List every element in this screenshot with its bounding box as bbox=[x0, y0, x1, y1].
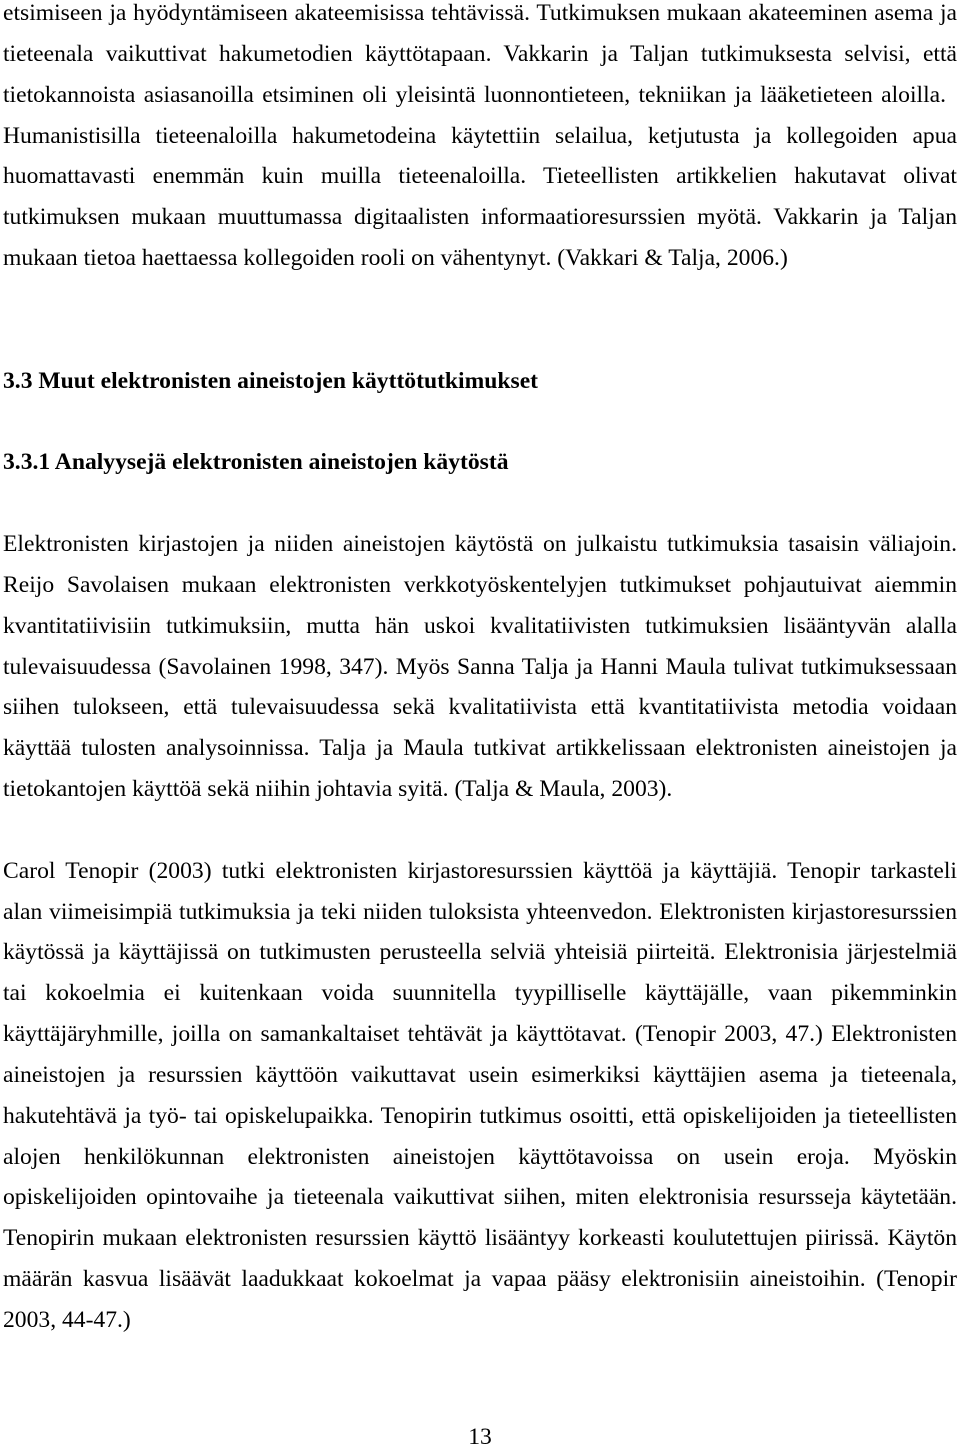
text-line: Carol Tenopir (2003) tutki elektronisten kirjastoresurssien käyttöä ja käyttäjiä. Tenopir tarkasteli bbox=[3, 857, 957, 884]
text-line: Humanistisilla tieteenaloilla hakumetodeina käytettiin selailua, ketjutusta ja kollegoiden apua bbox=[3, 122, 957, 149]
text-line: alojen henkilökunnan elektronisten aineistojen käyttötavoissa on usein eroja. Myöskin bbox=[3, 1143, 957, 1170]
text-line: tutkimuksen mukaan muuttumassa digitaalisten informaatioresurssien myötä. Vakkarin ja Taljan bbox=[3, 204, 957, 231]
text-line: etsimiseen ja hyödyntämiseen akateemisissa tehtävissä. Tutkimuksen mukaan akateeminen asema ja bbox=[3, 0, 957, 26]
body-text bbox=[3, 0, 957, 1341]
text-line: määrän kasvua lisäävät laadukkaat kokoelmat ja vapaa pääsy elektronisiin aineistoihin. (Tenopir bbox=[3, 1266, 957, 1293]
text-line: käyttäjäryhmille, joilla on samankaltaiset tehtävät ja käyttötavat. (Tenopir 2003, 47.) Elektronisten bbox=[3, 1021, 957, 1048]
text-line: Tenopirin mukaan elektronisten resurssien käyttö lisääntyy korkeasti koulutettujen piirissä. Käytön bbox=[3, 1225, 957, 1252]
text-line: Reijo Savolaisen mukaan elektronisten verkkotyöskentelyjen tutkimukset pohjautuivat aiemmin bbox=[3, 571, 957, 598]
text-line: aineistojen ja resurssien käyttöön vaikuttavat usein esimerkiksi käyttäjien asema ja tieteenala, bbox=[3, 1061, 957, 1088]
text-line: hakutehtävä ja työ- tai opiskelupaikka. Tenopirin tutkimus osoitti, että opiskelijoiden ja tieteellisten bbox=[3, 1102, 957, 1129]
text-line: opiskelijoiden opintovaihe ja tieteenala vaikuttivat siihen, miten elektronisia resursseja käytetään. bbox=[3, 1184, 957, 1211]
text-line: tietokantojen käyttöä sekä niihin johtavia syitä. (Talja & Maula, 2003). bbox=[3, 776, 673, 803]
text-line: tulevaisuudessa (Savolainen 1998, 347). Myös Sanna Talja ja Hanni Maula tulivat tutkimuksessaan bbox=[3, 653, 957, 680]
text-line: 2003, 44-47.) bbox=[3, 1307, 131, 1333]
text-line: tai kokoelmia ei kuitenkaan voida suunnitella tyypilliselle käyttäjälle, vaan pikemminkin bbox=[3, 980, 957, 1007]
text-line: mukaan tietoa haettaessa kollegoiden rooli on vähentynyt. (Vakkari & Talja, 2006.) bbox=[3, 245, 788, 272]
section-heading: 3.3 Muut elektronisten aineistojen käyttötutkimukset bbox=[3, 367, 539, 394]
paragraph bbox=[3, 851, 957, 1341]
paragraph bbox=[3, 0, 957, 279]
text-line: alan viimeisimpiä tutkimuksia ja teki niiden tuloksista yhteenvedon. Elektronisten kirjastoresurssien bbox=[3, 898, 957, 925]
paragraph bbox=[3, 524, 957, 810]
subsection-heading: 3.3.1 Analyysejä elektronisten aineistojen käytöstä bbox=[3, 449, 509, 476]
text-line: kvantitatiivisiin tutkimuksiin, mutta hän uskoi kvalitatiivisten tutkimuksien lisääntyvän alalla bbox=[3, 612, 957, 639]
text-line: käytössä ja käyttäjissä on tutkimusten perusteella selviä yhteisiä piirteitä. Elektronisia järjestelmiä bbox=[3, 939, 957, 966]
text-line: tieteenala vaikuttivat hakumetodien käyttötapaan. Vakkarin ja Taljan tutkimuksesta selvisi, että bbox=[3, 40, 957, 67]
text-line: Elektronisten kirjastojen ja niiden aineistojen käytöstä on julkaistu tutkimuksia tasaisin väliajoin. bbox=[3, 530, 957, 557]
text-line: käyttää tulosten analysoinnissa. Talja ja Maula tutkivat artikkelissaan elektronisten aineistojen ja bbox=[3, 735, 957, 762]
page-number: 13 bbox=[468, 1424, 492, 1450]
text-line: huomattavasti enemmän kuin muilla tieteenaloilla. Tieteellisten artikkelien hakutavat olivat bbox=[3, 163, 957, 190]
text-line: tietokannoista asiasanoilla etsiminen oli yleisintä luonnontieteen, tekniikan ja lääketieteen aloilla. bbox=[3, 81, 946, 108]
text-line: siihen tulokseen, että tulevaisuudessa sekä kvalitatiivista että kvantitatiivista metodia voidaan bbox=[3, 694, 957, 721]
